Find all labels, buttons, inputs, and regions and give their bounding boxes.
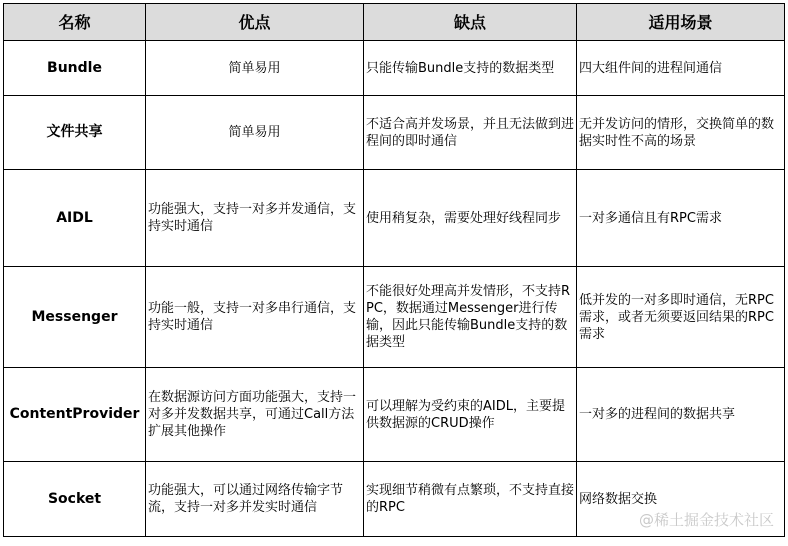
row-pros: 在数据源访问方面功能强大，支持一对多并发数据共享，可通过Call方法扩展其他操作 <box>146 368 364 462</box>
row-pros: 功能一般，支持一对多串行通信，支持实时通信 <box>146 267 364 368</box>
row-cons: 不适合高并发场景，并且无法做到进程间的即时通信 <box>364 96 577 170</box>
row-pros: 功能强大，可以通过网络传输字节流，支持一对多并发实时通信 <box>146 462 364 537</box>
row-name: AIDL <box>4 170 146 267</box>
row-name: Bundle <box>4 41 146 96</box>
row-pros: 简单易用 <box>146 96 364 170</box>
row-cons: 可以理解为受约束的AIDL，主要提供数据源的CRUD操作 <box>364 368 577 462</box>
table-row <box>4 170 785 267</box>
row-name: ContentProvider <box>4 368 146 462</box>
row-scenario: 低并发的一对多即时通信，无RPC需求，或者无须要返回结果的RPC需求 <box>577 267 785 368</box>
row-cons: 实现细节稍微有点繁琐，不支持直接的RPC <box>364 462 577 537</box>
comparison-table <box>3 3 785 537</box>
row-cons: 只能传输Bundle支持的数据类型 <box>364 41 577 96</box>
row-scenario: 一对多通信且有RPC需求 <box>577 170 785 267</box>
row-pros: 简单易用 <box>146 41 364 96</box>
table-row <box>4 41 785 96</box>
row-cons: 不能很好处理高并发情形，不支持RPC，数据通过Messenger进行传输，因此只能传输Bundle支持的数据类型 <box>364 267 577 368</box>
row-scenario: 四大组件间的进程间通信 <box>577 41 785 96</box>
header-pros: 优点 <box>146 4 364 41</box>
row-scenario: 无并发访问的情形，交换简单的数据实时性不高的场景 <box>577 96 785 170</box>
table-row <box>4 96 785 170</box>
row-scenario: 网络数据交换 <box>577 462 785 537</box>
row-name: Socket <box>4 462 146 537</box>
row-pros: 功能强大，支持一对多并发通信，支持实时通信 <box>146 170 364 267</box>
row-cons: 使用稍复杂，需要处理好线程同步 <box>364 170 577 267</box>
watermark: @稀土掘金技术社区 <box>638 511 774 529</box>
row-name: Messenger <box>4 267 146 368</box>
header-scenario: 适用场景 <box>577 4 785 41</box>
row-name: 文件共享 <box>4 96 146 170</box>
table-row <box>4 368 785 462</box>
header-name: 名称 <box>4 4 146 41</box>
header-row <box>4 4 785 41</box>
row-scenario: 一对多的进程间的数据共享 <box>577 368 785 462</box>
header-cons: 缺点 <box>364 4 577 41</box>
table-row <box>4 267 785 368</box>
